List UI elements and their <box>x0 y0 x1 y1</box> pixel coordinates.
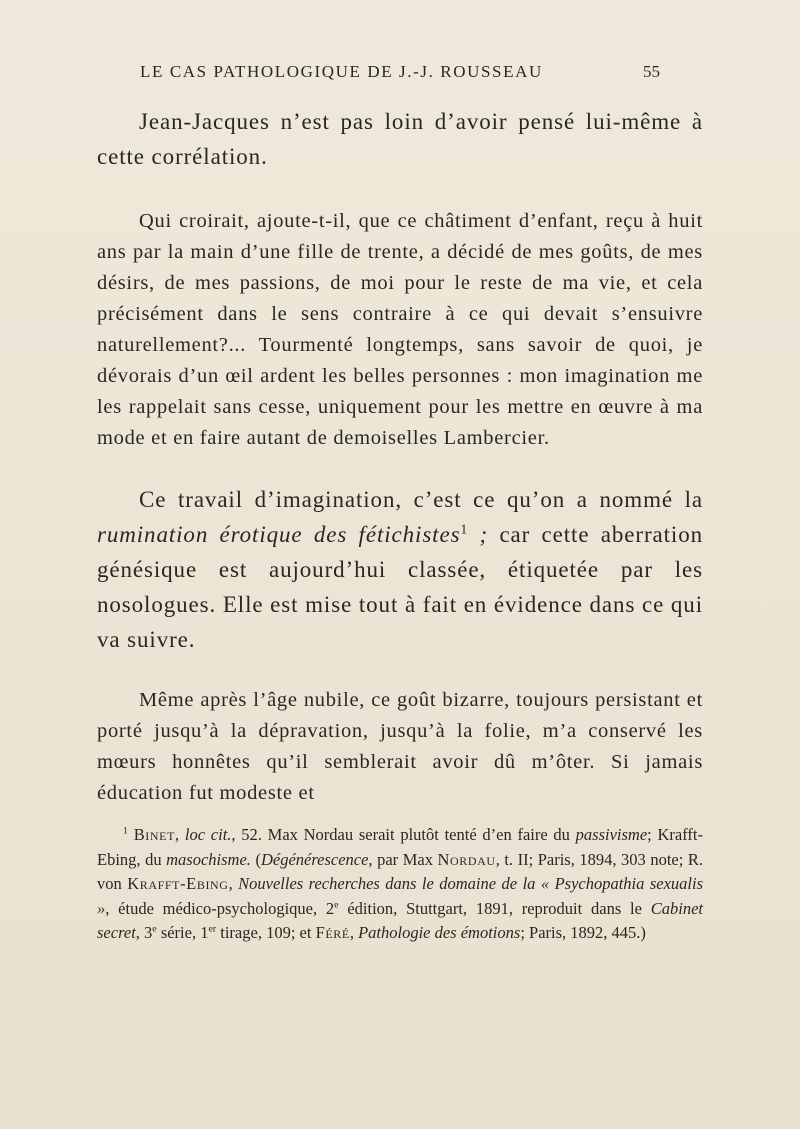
superscript: e <box>334 899 339 910</box>
superscript: e <box>152 923 157 935</box>
footnote-text: , <box>228 874 239 893</box>
footnote-number: 1 <box>123 825 128 837</box>
author-name: Féré <box>315 923 350 942</box>
citation-italic: Cabinet secret <box>97 898 703 942</box>
superscript: er <box>208 923 217 935</box>
citation-italic: masochisme. <box>166 849 251 869</box>
citation-italic: passivisme <box>575 825 648 844</box>
italic-term: rumination érotique des fétichistes <box>97 522 461 547</box>
semicolon: ; <box>468 522 489 547</box>
citation-italic: Nouvelles recherches dans le domaine de la « Psychopathia sexualis » <box>97 874 703 918</box>
page-number: 55 <box>643 62 660 81</box>
footnote-reference: 1 <box>460 521 469 537</box>
footnote-text: , t. II; Paris, 1894, 303 note; R. von <box>97 849 703 893</box>
paragraph-3-start: Ce travail d’imagination, c’est ce qu’on a nommé la <box>139 487 703 512</box>
paragraph-3 <box>97 482 703 657</box>
footnote: $^1$ Binet, loc cit., 52. Max Nordau serait plutôt tenté d’en faire du passivisme; Krafft-Ebing, du masochisme. (Dégénérescence, par Max Nordau, t. II; Paris, 1894, 303 note; R. von Krafft-Ebing, Nouvelles recherches dans le domaine de la « Psychopathia sexualis », étude médico-psychologique, 2e édition, Stuttgart, 1891, reproduit dans le Cabinet secret, 3e série, 1er tirage, 109; et Féré, Pathologie des émotions; Paris, 1892, 445.) <box>97 825 704 942</box>
footnote-text: série, 1 <box>156 923 209 942</box>
page-header <box>140 62 660 92</box>
footnote-text: par Max <box>372 849 438 869</box>
footnote-text: , étude médico-psychologique, 2 <box>105 898 335 918</box>
footnote-text: ( <box>250 849 261 869</box>
paragraph-1: Jean-Jacques n’est pas loin d’avoir pensé lui-même à cette corrélation. <box>97 109 703 169</box>
author-name: Nordau <box>437 849 496 869</box>
footnote-text: , 52. Max Nordau serait plutôt tenté d’en faire du <box>231 825 576 844</box>
author-name: Binet <box>133 825 176 844</box>
footnote-text: ; Paris, 1892, 445.) <box>520 923 646 942</box>
footnote-text: édition, Stuttgart, 1891, reproduit dans le <box>338 898 651 918</box>
citation-italic: Pathologie des émotions <box>358 923 521 942</box>
footnote-text: , <box>349 923 359 942</box>
footnote-text: tirage, 109; et <box>216 923 316 942</box>
footnote-text: , 3 <box>135 923 153 942</box>
quotation-paragraph: Qui croirait, ajoute-t-il, que ce châtiment d’enfant, reçu à huit ans par la main d’une fille de trente, a décidé de mes goûts, de mes désirs, de mes passions, de moi pour le reste de ma vie, et cela précisément dans le sens contraire à ce qui devait s’ensuivre naturellement?... Tourmenté longtemps, sans savoir de quoi, je dévorais d’un œil ardent les belles personnes : mon imagination me les rappelait sans cesse, uniquement pour les mettre en œuvre à ma mode et en faire autant de demoiselles Lambercier. <box>97 210 703 449</box>
quotation-paragraph-2: Même après l’âge nubile, ce goût bizarre, toujours persistant et porté jusqu’à la dépravation, jusqu’à la folie, m’a conservé les mœurs honnêtes qu’il semblerait avoir dû m’ôter. Si jamais éducation fut modeste et <box>97 689 703 804</box>
author-name: Krafft-Ebing <box>127 874 229 893</box>
citation-italic: loc cit. <box>184 825 232 844</box>
citation-italic: Dégénérescence, <box>260 849 373 869</box>
body-text <box>97 104 703 946</box>
running-title: LE CAS PATHOLOGIQUE DE J.-J. ROUSSEAU <box>140 62 543 81</box>
footnote-text: ; Krafft-Ebing, du <box>97 825 704 869</box>
paragraph-3-end: car cette aberration génésique est aujourd’hui classée, étiquetée par les nosologues. Elle est mise tout à fait en évidence dans ce qui va suivre. <box>97 522 703 652</box>
